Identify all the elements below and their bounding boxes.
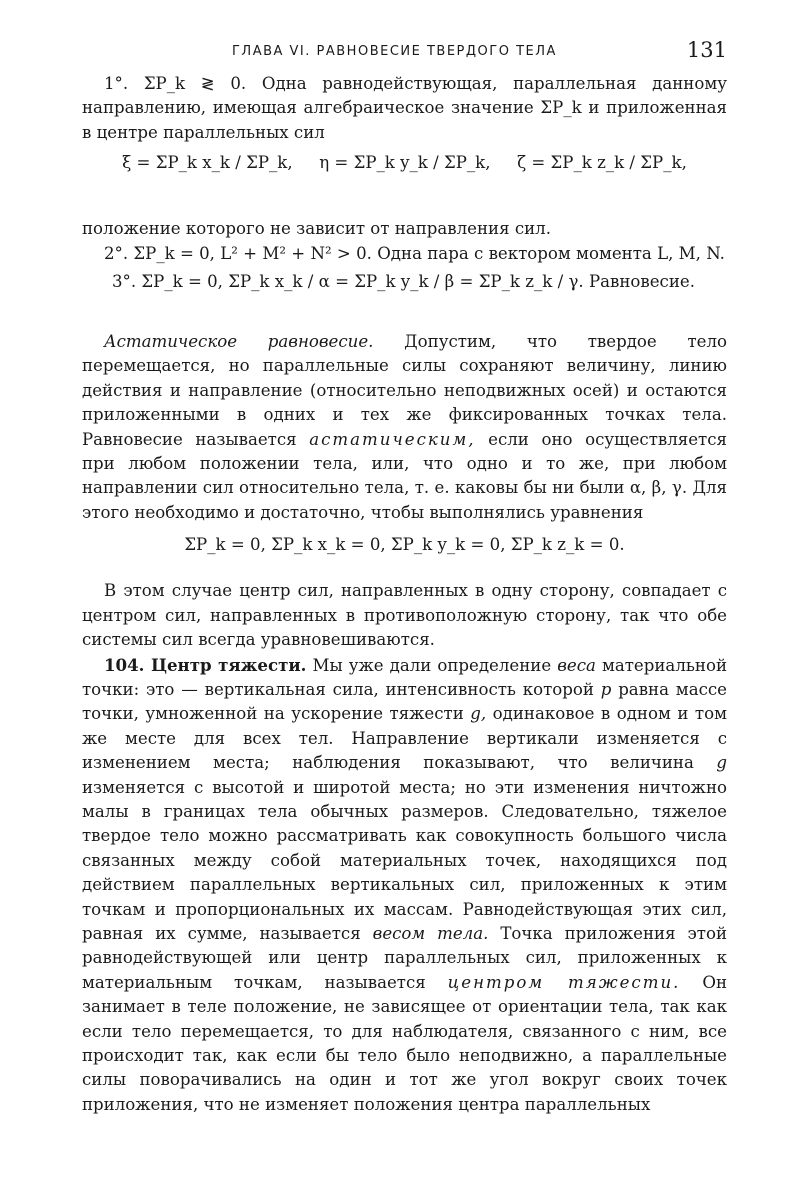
section-104-text-2: материальной точки: это — вертикальная сила, интенсивность которой	[82, 655, 728, 699]
page-header	[82, 36, 727, 72]
running-title: ГЛАВА VI. РАВНОВЕСИЕ ТВЕРДОГО ТЕЛА	[232, 44, 557, 59]
symbol-g-2: g	[716, 753, 727, 773]
case-2-paragraph	[82, 242, 727, 266]
astatic-term: Астатическое равновесие.	[104, 332, 374, 352]
section-104-text-3: равна массе точки, умноженной на ускорение тяжести	[82, 679, 727, 724]
case-3-condition: ΣP_k = 0, ΣP_k x_k / α = ΣP_k y_k / β = ΣP_k z_k / γ.	[141, 272, 584, 292]
astatic-equations: ΣP_k = 0, ΣP_k x_k = 0, ΣP_k y_k = 0, ΣP_k z_k = 0.	[184, 535, 625, 555]
page-number: 131	[686, 38, 727, 62]
page-body	[82, 72, 727, 1117]
case-1-paragraph	[82, 72, 727, 145]
case-2-text: Одна пара с вектором момента L, M, N.	[377, 243, 725, 263]
astatic-text-1: Допустим, что твердое тело перемещается, но параллельные силы сохраняют величину, линию действия и направление (относительно неподвижных осей) и остаются приложенными в одних и тех же фиксированных точках тела. Равновесие называется	[82, 332, 727, 449]
term-body-weight: весом тела.	[372, 923, 489, 943]
case-1-condition: ΣP_k ≷ 0.	[143, 74, 247, 93]
case-1-text: Одна равнодействующая, параллельная данному направлению, имеющая алгебраическое значение ΣP_k и приложенная в центре параллельных сил	[82, 74, 728, 142]
section-104-paragraph	[82, 653, 727, 1118]
book-page	[82, 36, 727, 1117]
formula-eta: η = ΣP_k y_k / ΣP_k	[319, 153, 486, 173]
term-weight: веса	[557, 655, 596, 675]
case-2-condition: ΣP_k = 0, L² + M² + N² > 0.	[133, 243, 372, 263]
section-104-text-7: Он занимает в теле положение, не зависящее от ориентации тела, так как если тело перемещается, то для наблюдателя, связанного с ним, все происходит так, как если бы тело было неподвижно, а параллельные силы поворачивались на один и тот же угол вокруг своих точек приложения, что не изменяет положения центра параллельных	[82, 972, 728, 1114]
case-2-label: 2°.	[104, 243, 129, 263]
symbol-g: g,	[470, 704, 487, 724]
section-104-text-1: Мы уже дали определение	[312, 655, 552, 675]
section-104-text-4: одинаковое в одном и том же месте для всех тел. Направление вертикали изменяется с изменением места; наблюдения показывают, что величина	[82, 704, 727, 773]
case-1-label: 1°.	[104, 74, 129, 93]
section-104-text-6: Точка приложения этой равнодействующей или центр параллельных сил, приложенных к материальным точкам, называется	[82, 923, 728, 992]
case-3-label: 3°.	[112, 272, 137, 292]
section-104-text-5: изменяется с высотой и широтой места; но эти изменения ничтожно малы в границах тела обычных размеров. Следовательно, тяжелое твердое тело можно рассматривать как совокупность большого числа связанных между собой материальных точек, находящихся под действием параллельных вертикальных сил, приложенных к этим точкам и пропорциональных их массам. Равнодействующая этих сил, равная их сумме, называется	[82, 777, 727, 943]
astatic-text-2: если оно осуществляется при любом положении тела, или, что одно и то же, при любом направлении сил относительно тела, т. е. каковы бы ни были α, β, γ. Для этого необходимо и достаточно, чтобы выполнялись уравнения	[82, 429, 727, 522]
section-104-heading: 104. Центр тяжести.	[104, 654, 307, 675]
center-formula: ξ = ΣP_k x_k / ΣP_k, η = ΣP_k y_k / ΣP_k, ζ = ΣP_k z_k / ΣP_k,	[122, 153, 687, 173]
after-formula-1: положение которого не зависит от направления сил.	[82, 219, 552, 239]
case-3-text: Равновесие.	[588, 272, 695, 292]
after-formula-4: В этом случае центр сил, направленных в одну сторону, совпадает с центром сил, направленных в противоположную сторону, так что обе системы сил всегда уравновешиваются.	[82, 581, 727, 650]
astatic-term-2: астатическим,	[309, 429, 476, 449]
symbol-p: p	[600, 679, 612, 699]
formula-xi: ξ = ΣP_k x_k / ΣP_k	[122, 153, 288, 173]
case-3-formula-line	[82, 266, 727, 330]
formula-zeta: ζ = ΣP_k z_k / ΣP_k	[517, 153, 682, 173]
term-center-of-gravity: центром тяжести.	[447, 972, 681, 992]
astatic-paragraph	[82, 330, 727, 525]
